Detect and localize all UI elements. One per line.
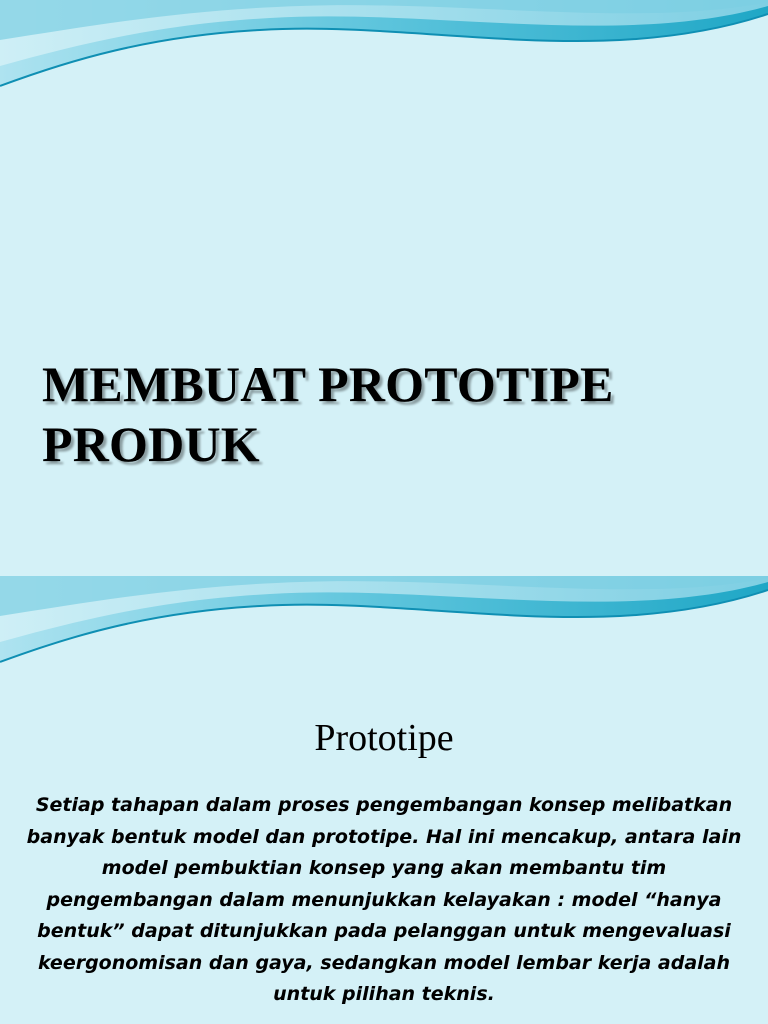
wave-decoration-top [0, 0, 768, 100]
title-line-1: MEMBUAT PROTOTIPE [42, 356, 614, 412]
body-paragraph: Setiap tahapan dalam proses pengembangan konsep melibatkan banyak bentuk model dan prototipe. Hal ini mencakup, antara lain model pembuktian konsep yang akan membantu tim pengembangan dalam menunjukkan kelayakan : model “hanya bentuk” dapat ditunjukkan pada pelanggan untuk mengevaluasi keergonomisan dan gaya, sedangkan model lembar kerja adalah untuk pilihan teknis. [26, 794, 742, 1005]
slide-title-heading [42, 354, 742, 474]
wave-decoration-bottom-slide [0, 576, 768, 676]
title-line-2: PRODUK [42, 416, 260, 472]
slide-content [0, 576, 768, 1024]
section-heading: Prototipe [314, 717, 454, 759]
